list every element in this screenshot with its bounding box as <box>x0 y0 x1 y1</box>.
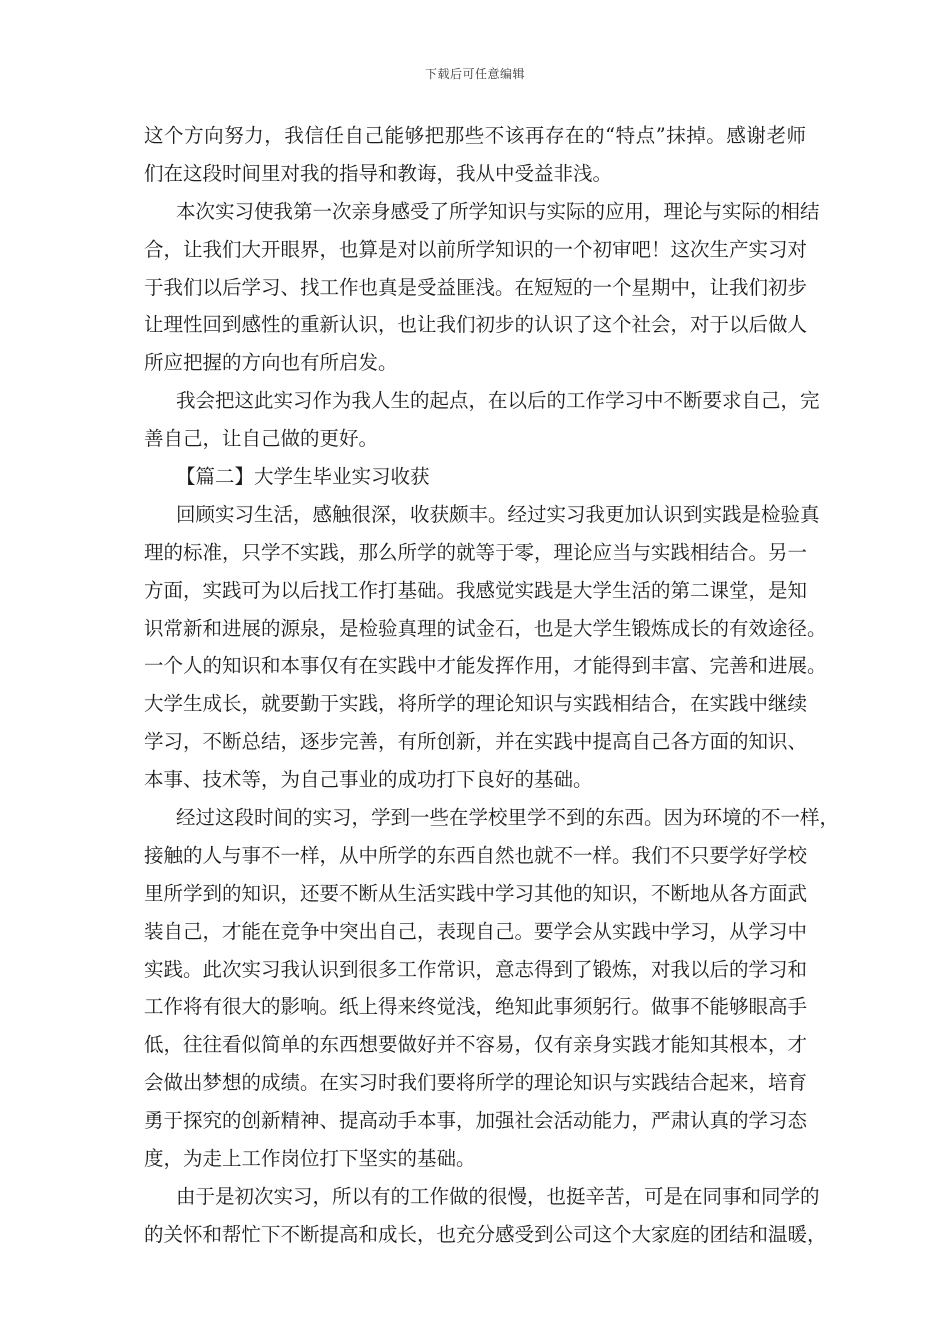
text-line: 所应把握的方向也有所启发。 <box>144 351 398 375</box>
text-line: 里所学到的知识，还要不断从生活实践中学习其他的知识，不断地从各方面武 <box>144 881 808 905</box>
text-line: 本事、技术等，为自己事业的成功打下良好的基础。 <box>144 768 593 792</box>
text-line: 的关怀和帮忙下不断提高和成长，也充分感受到公司这个大家庭的团结和温暖， <box>144 1222 827 1246</box>
text-line: 大学生成长，就要勤于实践，将所学的理论知识与实践相结合，在实践中继续 <box>144 692 808 716</box>
text-line: 装自己，才能在竞争中突出自己，表现自己。要学会从实践中学习，从学习中 <box>144 919 808 943</box>
text-line: 这个方向努力，我信任自己能够把那些不该再存在的“特点”抹掉。感谢老师 <box>144 124 806 147</box>
text-line: 接触的人与事不一样，从中所学的东西自然也就不一样。我们不只要学好学校 <box>144 843 808 867</box>
text-line: 识常新和进展的源泉，是检验真理的试金石，也是大学生锻炼成长的有效途径。 <box>144 616 827 640</box>
page-header: 下载后可任意编辑 <box>424 67 525 81</box>
text-line: 实践。此次实习我认识到很多工作常识，意志得到了锻炼，对我以后的学习和 <box>144 957 808 981</box>
text-line: 由于是初次实习，所以有的工作做的很慢，也挺辛苦，可是在同事和同学的 <box>176 1184 820 1208</box>
text-line: 度，为走上工作岗位打下坚实的基础。 <box>144 1147 476 1171</box>
text-line: 善自己，让自己做的更好。 <box>144 427 379 451</box>
text-line: 勇于探究的创新精神、提高动手本事，加强社会活动能力，严肃认真的学习态 <box>144 1109 808 1133</box>
text-line: 会做出梦想的成绩。在实习时我们要将所学的理论知识与实践结合起来，培育 <box>144 1071 808 1095</box>
text-line: 于我们以后学习、找工作也真是受益匪浅。在短短的一个星期中，让我们初步 <box>144 275 808 299</box>
text-line: 让理性回到感性的重新认识，也让我们初步的认识了这个社会，对于以后做人 <box>144 313 808 337</box>
text-line: 【篇二】大学生毕业实习收获 <box>176 465 430 489</box>
text-line: 一个人的知识和本事仅有在实践中才能发挥作用，才能得到丰富、完善和进展。 <box>144 654 827 678</box>
text-line: 学习，不断总结，逐步完善，有所创新，并在实践中提高自己各方面的知识、 <box>144 730 808 754</box>
text-line: 本次实习使我第一次亲身感受了所学知识与实际的应用，理论与实际的相结 <box>176 199 820 223</box>
text-line: 方面，实践可为以后找工作打基础。我感觉实践是大学生活的第二课堂，是知 <box>144 578 808 602</box>
text-line: 工作将有很大的影响。纸上得来终觉浅，绝知此事须躬行。做事不能够眼高手 <box>144 995 808 1019</box>
document-body <box>144 117 840 1254</box>
text-line: 低，往往看似简单的东西想要做好并不容易，仅有亲身实践才能知其根本，才 <box>144 1033 808 1057</box>
text-line: 合，让我们大开眼界，也算是对以前所学知识的一个初审吧！这次生产实习对 <box>144 237 808 261</box>
text-line: 我会把这此实习作为我人生的起点，在以后的工作学习中不断要求自己，完 <box>176 389 820 413</box>
text-line: 经过这段时间的实习，学到一些在学校里学不到的东西。因为环境的不一样， <box>176 806 840 830</box>
text-line: 回顾实习生活，感触很深，收获颇丰。经过实习我更加认识到实践是检验真 <box>176 502 820 526</box>
text-line: 理的标准，只学不实践，那么所学的就等于零，理论应当与实践相结合。另一 <box>144 540 808 564</box>
text-line: 们在这段时间里对我的指导和教诲，我从中受益非浅。 <box>144 161 613 185</box>
